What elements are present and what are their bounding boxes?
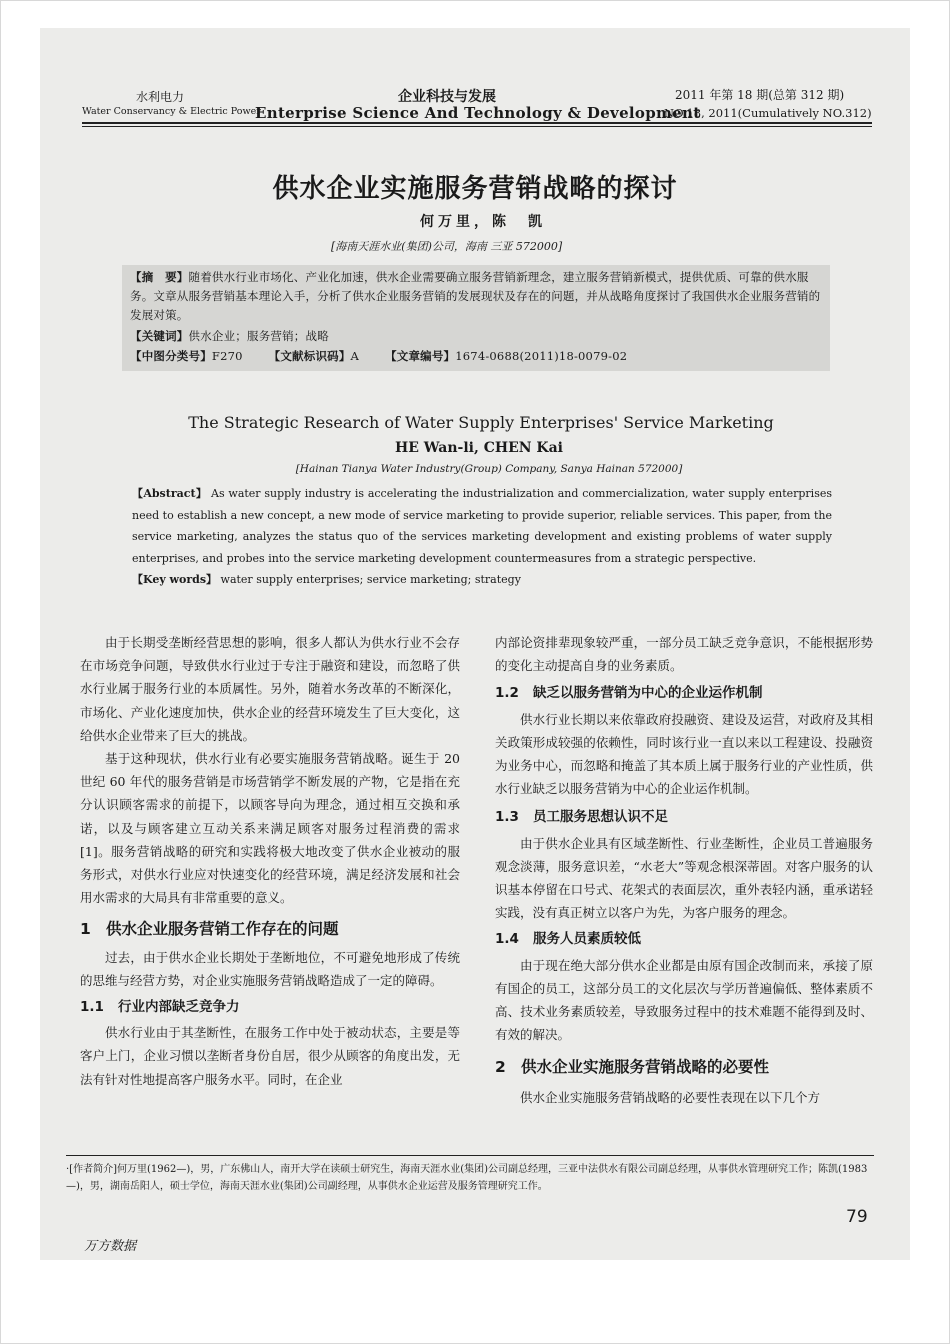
heading-number: 2 (495, 1058, 506, 1077)
english-abstract-label: 【Abstract】 (132, 487, 208, 500)
keywords-text: 供水企业；服务营销；战略 (188, 329, 329, 343)
paragraph: 供水行业长期以来依靠政府投融资、建设及运营，对政府及其相关政策形成较强的依赖性，同时该行业一直以来以工程建设、投融资为业务中心，而忽略和掩盖了其本质上属于服务行业的产业性质，供水行业缺乏以服务营销为中心的企业运作机制。 (495, 711, 873, 797)
keywords-cn (130, 327, 329, 346)
clc-label: 【中图分类号】 (130, 349, 212, 363)
heading-number: 1.4 (495, 931, 519, 948)
page-number: 79 (846, 1207, 868, 1227)
section-heading-1 (80, 918, 460, 941)
header-journal-category-en: Water Conservancy & Electric Power (82, 106, 261, 117)
body-left-column (80, 631, 460, 1091)
header-journal-name-cn: 企业科技与发展 (398, 89, 496, 105)
english-affiliation: [Hainan Tianya Water Industry(Group) Company, Sanya Hainan 572000] (295, 463, 683, 475)
english-abstract (132, 483, 832, 569)
header-rule-thick (82, 122, 872, 124)
abstract-text: 随着供水行业市场化、产业化加速，供水企业需要确立服务营销新理念，建立服务营销新模式，提供优质、可靠的供水服务。文章从服务营销基本理论入手，分析了供水企业服务营销的发展现状及存在的问题，并从战略角度探讨了我国供水企业服务营销的发展对策。 (130, 270, 821, 322)
english-title: The Strategic Research of Water Supply Enterprises' Service Marketing (188, 413, 774, 432)
doc-code-label: 【文献标识码】 (268, 349, 351, 363)
english-keywords-label: 【Key words】 (132, 573, 218, 586)
heading-text: 供水企业服务营销工作存在的问题 (106, 920, 339, 939)
footnote-rule (66, 1155, 874, 1156)
article-title: 供水企业实施服务营销战略的探讨 (272, 174, 678, 204)
heading-text: 缺乏以服务营销为中心的企业运作机制 (533, 685, 763, 702)
heading-number: 1 (80, 920, 91, 939)
english-keywords (132, 569, 521, 591)
heading-number: 1.3 (495, 809, 519, 826)
english-authors: HE Wan-li, CHEN Kai (395, 440, 563, 456)
paragraph: 由于现在绝大部分供水企业都是由原有国企改制而来，承接了原有国企的员工，这部分员工的文化层次与学历普遍偏低、整体素质不高、技术业务素质较差，导致服务过程中的技术难题不能得到及时、有效的解决。 (495, 957, 873, 1043)
article-no-label: 【文章编号】 (385, 349, 456, 363)
header-issue-en: NO.18, 2011(Cumulatively NO.312) (664, 106, 872, 120)
header-issue-cn: 2011 年第 18 期(总第 312 期) (675, 88, 845, 102)
heading-text: 行业内部缺乏竞争力 (118, 999, 240, 1016)
paragraph: 内部论资排辈现象较严重，一部分员工缺乏竞争意识，不能根据形势的变化主动提高自身的业务素质。 (495, 635, 873, 674)
header-rule-thin (82, 126, 872, 127)
abstract-label: 【摘 要】 (130, 270, 189, 284)
abstract-cn (130, 268, 824, 325)
affiliation-cn: [海南天涯水业(集团)公司，海南 三亚 572000] (331, 240, 563, 253)
english-keywords-text: water supply enterprises; service marketing; strategy (220, 573, 521, 586)
classification-line (130, 347, 830, 366)
author-footnote: ·[作者简介]何万里(1962—)，男，广东佛山人，南开大学在读硕士研究生，海南天涯水业(集团)公司副总经理，三亚中法供水有限公司副总经理，从事供水管理研究工作；陈凯(1983—)，男，湖南岳阳人，硕士学位，海南天涯水业(集团)公司副经理，从事供水企业运营及服务管理研究工作。 (66, 1164, 868, 1192)
watermark: 万方数据 (84, 1239, 137, 1254)
english-abstract-text: As water supply industry is accelerating the industrialization and commercialization, water supply enterprises need to establish a new concept, a new mode of service marketing to provide superior, reliable services. This paper, from the service marketing, analyzes the status quo of the services marketing development and existing problems of water supply enterprises, and probes into the service marketing development countermeasures from a strategic perspective. (132, 487, 833, 565)
paragraph: 过去，由于供水企业长期处于垄断地位，不可避免地形成了传统的思维与经营方势，对企业实施服务营销战略造成了一定的障碍。 (80, 949, 460, 988)
header-journal-name-en: Enterprise Science And Technology & Development (255, 104, 701, 122)
doc-code-value: A (350, 349, 360, 363)
authors-cn: 何万里，陈 凯 (420, 214, 546, 230)
paragraph: 供水企业实施服务营销战略的必要性表现在以下几个方 (520, 1089, 821, 1105)
keywords-label: 【关键词】 (130, 329, 189, 343)
section-heading-1-1 (80, 996, 460, 1019)
heading-number: 1.2 (495, 685, 519, 702)
paragraph: 由于供水企业具有区域垄断性、行业垄断性，企业员工普遍服务观念淡薄，服务意识差，“水老大”等观念根深蒂固。对客户服务的认识基本停留在口号式、花架式的表面层次，重外表轻内涵，重承诺轻实践，没有真正树立以客户为先，为客户服务的理念。 (495, 835, 873, 921)
body-right-column (495, 631, 873, 1109)
abstract-box (122, 265, 830, 371)
paragraph: 供水行业由于其垄断性，在服务工作中处于被动状态，主要是等客户上门，企业习惯以垄断者身份自居，很少从顾客的角度出发，无法有针对性地提高客户服务水平。同时，在企业 (80, 1025, 460, 1087)
heading-number: 1.1 (80, 999, 104, 1016)
section-heading-2 (495, 1056, 873, 1079)
header-journal-category-cn: 水利电力 (136, 90, 185, 104)
heading-text: 员工服务思想认识不足 (533, 809, 668, 826)
section-heading-1-3 (495, 806, 873, 829)
paragraph: 由于长期受垄断经营思想的影响，很多人都认为供水行业不会存在市场竞争问题，导致供水行业过于专注于融资和建设，而忽略了供水行业属于服务行业的本质属性。另外，随着水务改革的不断深化，市场化、产业化速度加快，供水企业的经营环境发生了巨大变化，这给供水企业带来了巨大的挑战。 (80, 635, 460, 743)
clc-value: F270 (211, 349, 243, 363)
article-no-value: 1674-0688(2011)18-0079-02 (455, 349, 628, 363)
heading-text: 服务人员素质较低 (533, 931, 641, 948)
section-heading-1-4 (495, 928, 873, 951)
heading-text: 供水企业实施服务营销战略的必要性 (521, 1058, 770, 1077)
section-heading-1-2 (495, 682, 873, 705)
paragraph: 基于这种现状，供水行业有必要实施服务营销战略。诞生于 20 世纪 60 年代的服务营销是市场营销学不断发展的产物，它是指在充分认识顾客需求的前提下，以顾客导向为理念，通过相互交换和承诺，以及与顾客建立互动关系来满足顾客对服务过程消费的需求[1]。服务营销战略的研究和实践将极大地改变了供水企业被动的服务形式，对供水行业应对快速变化的经营环境，满足经济发展和社会用水需求的大局具有非常重要的意义。 (80, 751, 460, 906)
